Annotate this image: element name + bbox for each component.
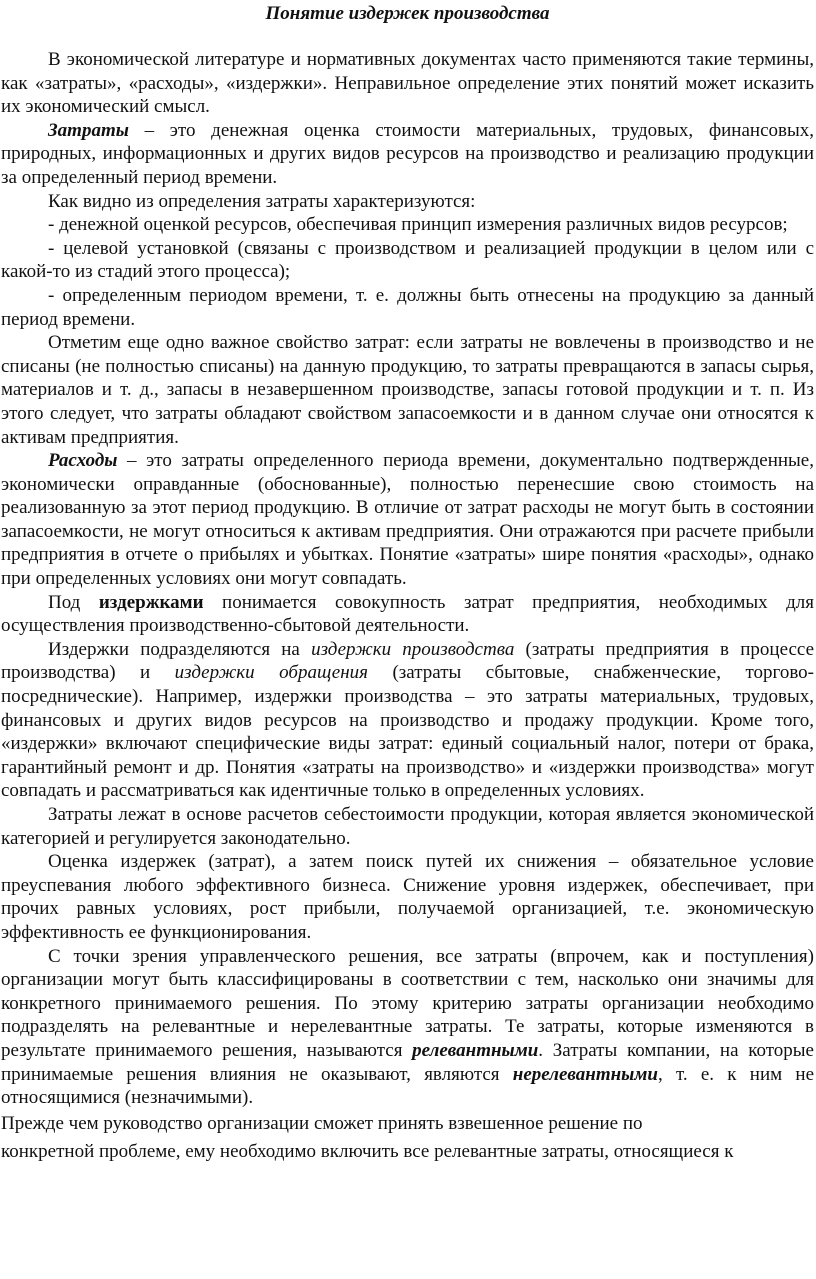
term-overheads: издержками	[98, 591, 204, 613]
paragraph-decision-line-1: Прежде чем руководство организации сможет принять взвешенное решение по	[1, 1112, 643, 1134]
paragraph-costs-definition	[1, 119, 814, 190]
list-item-target: - целевой установкой (связаны с производством и реализацией продукции в целом или с какой-то из стадий этого процесса);	[1, 237, 814, 283]
list-item-period: - определенным периодом времени, т. е. должны быть отнесены на продукцию за данный период времени.	[1, 284, 814, 330]
term-circulation-costs: издержки обращения	[174, 662, 368, 684]
paragraph-inventory-property: Отметим еще одно важное свойство затрат: если затраты не вовлечены в производство и не списаны (не полностью списаны) на данную продукцию, то затраты превращаются в запасы сырья, материалов и т. д., запасы в незавершенном производстве, запасы готовой продукции и т. п. Из этого следует, что затраты обладают свойством запасоемкости и в данном случае они относятся к активам предприятия.	[1, 332, 814, 448]
term-production-costs: издержки производства	[311, 638, 515, 660]
paragraph-overheads-definition	[1, 591, 814, 638]
relevant-costs-text-a: С точки зрения управленческого решения, все затраты (впрочем, как и поступления) организации могут быть классифицированы в соответствии с тем, насколько они значимы для конкретного принимаемого решения. По этому критерию затраты организации необходимо подразделять на релевантные и нерелевантные затраты. Те затраты, которые изменяются в результате принимаемого решения, называются	[1, 945, 814, 1061]
paragraph-characteristics-intro: Как видно из определения затраты характеризуются:	[48, 190, 476, 212]
term-relevant: релевантными	[412, 1039, 539, 1061]
paragraph-decision-line-2: конкретной проблеме, ему необходимо включить все релевантные затраты, относящиеся к	[1, 1140, 734, 1162]
term-costs: Затраты	[48, 119, 129, 141]
overheads-types-text-c: (затраты сбытовые, снабженческие, торгово-посреднические). Например, издержки производства – это затраты материальных, трудовых, финансовых и других видов ресурсов на производство и продажу продукции. Кроме того, «издержки» включают специфические виды затрат: единый социальный налог, потери от брака, гарантийный ремонт и др. Понятия «затраты на производство» и «издержки производства» могут совпадать и рассматриваться как идентичные только в определенных условиях.	[1, 662, 815, 802]
costs-definition-text: – это денежная оценка стоимости материальных, трудовых, финансовых, природных, информационных и других видов ресурсов на производство и реализацию продукции за определенный период времени.	[1, 119, 814, 188]
paragraph-relevant-costs	[1, 945, 814, 1110]
paragraph-expenses-definition	[1, 449, 814, 591]
overheads-definition-text: понимается совокупность затрат предприятия, необходимых для осуществления производственно-сбытовой деятельности.	[1, 591, 815, 637]
paragraph-cost-price: Затраты лежат в основе расчетов себестоимости продукции, которая является экономической категорией и регулируется законодательно.	[1, 804, 814, 849]
relevant-costs-text-c: , т. е. к ним не относящимися (незначимыми).	[1, 1063, 815, 1109]
overheads-types-text-b: (затраты предприятия в процессе производства) и	[1, 638, 814, 684]
relevant-costs-text-b: . Затраты компании, на которые принимаемые решения влияния не оказывают, являются	[1, 1039, 814, 1085]
expenses-definition-text: – это затраты определенного периода времени, документально подтвержденные, экономически оправданные (обоснованные), полностью перенесшие свою стоимость на реализованную за этот период продукцию. В отличие от затрат расходы не могут быть в состоянии запасоемкости, не могут относиться к активам предприятия. Они отражаются при расчете прибыли предприятия в отчете о прибылях и убытках. Понятие «затраты» шире понятия «расходы», однако при определенных условиях они могут совпадать.	[1, 450, 814, 590]
paragraph-cost-evaluation: Оценка издержек (затрат), а затем поиск путей их снижения – обязательное условие преуспевания любого эффективного бизнеса. Снижение уровня издержек, обеспечивает, при прочих равных условиях, рост прибыли, получаемой организацией, т.е. экономическую эффективность ее функционирования.	[1, 851, 814, 943]
overheads-pre: Под	[48, 591, 99, 613]
paragraph-intro: В экономической литературе и нормативных документах часто применяются такие термины, как «затраты», «расходы», «издержки». Неправильное определение этих понятий может исказить их экономический смысл.	[1, 49, 814, 118]
document-title: Понятие издержек производства	[265, 3, 550, 24]
term-expenses: Расходы	[48, 450, 118, 472]
overheads-types-text-a: Издержки подразделяются на	[48, 638, 312, 660]
title-spacer	[1, 26, 814, 48]
paragraph-overheads-types	[1, 638, 814, 803]
term-irrelevant: нерелевантными	[512, 1063, 658, 1085]
list-item-monetary: - денежной оценкой ресурсов, обеспечивая принцип измерения различных видов ресурсов;	[48, 214, 788, 236]
